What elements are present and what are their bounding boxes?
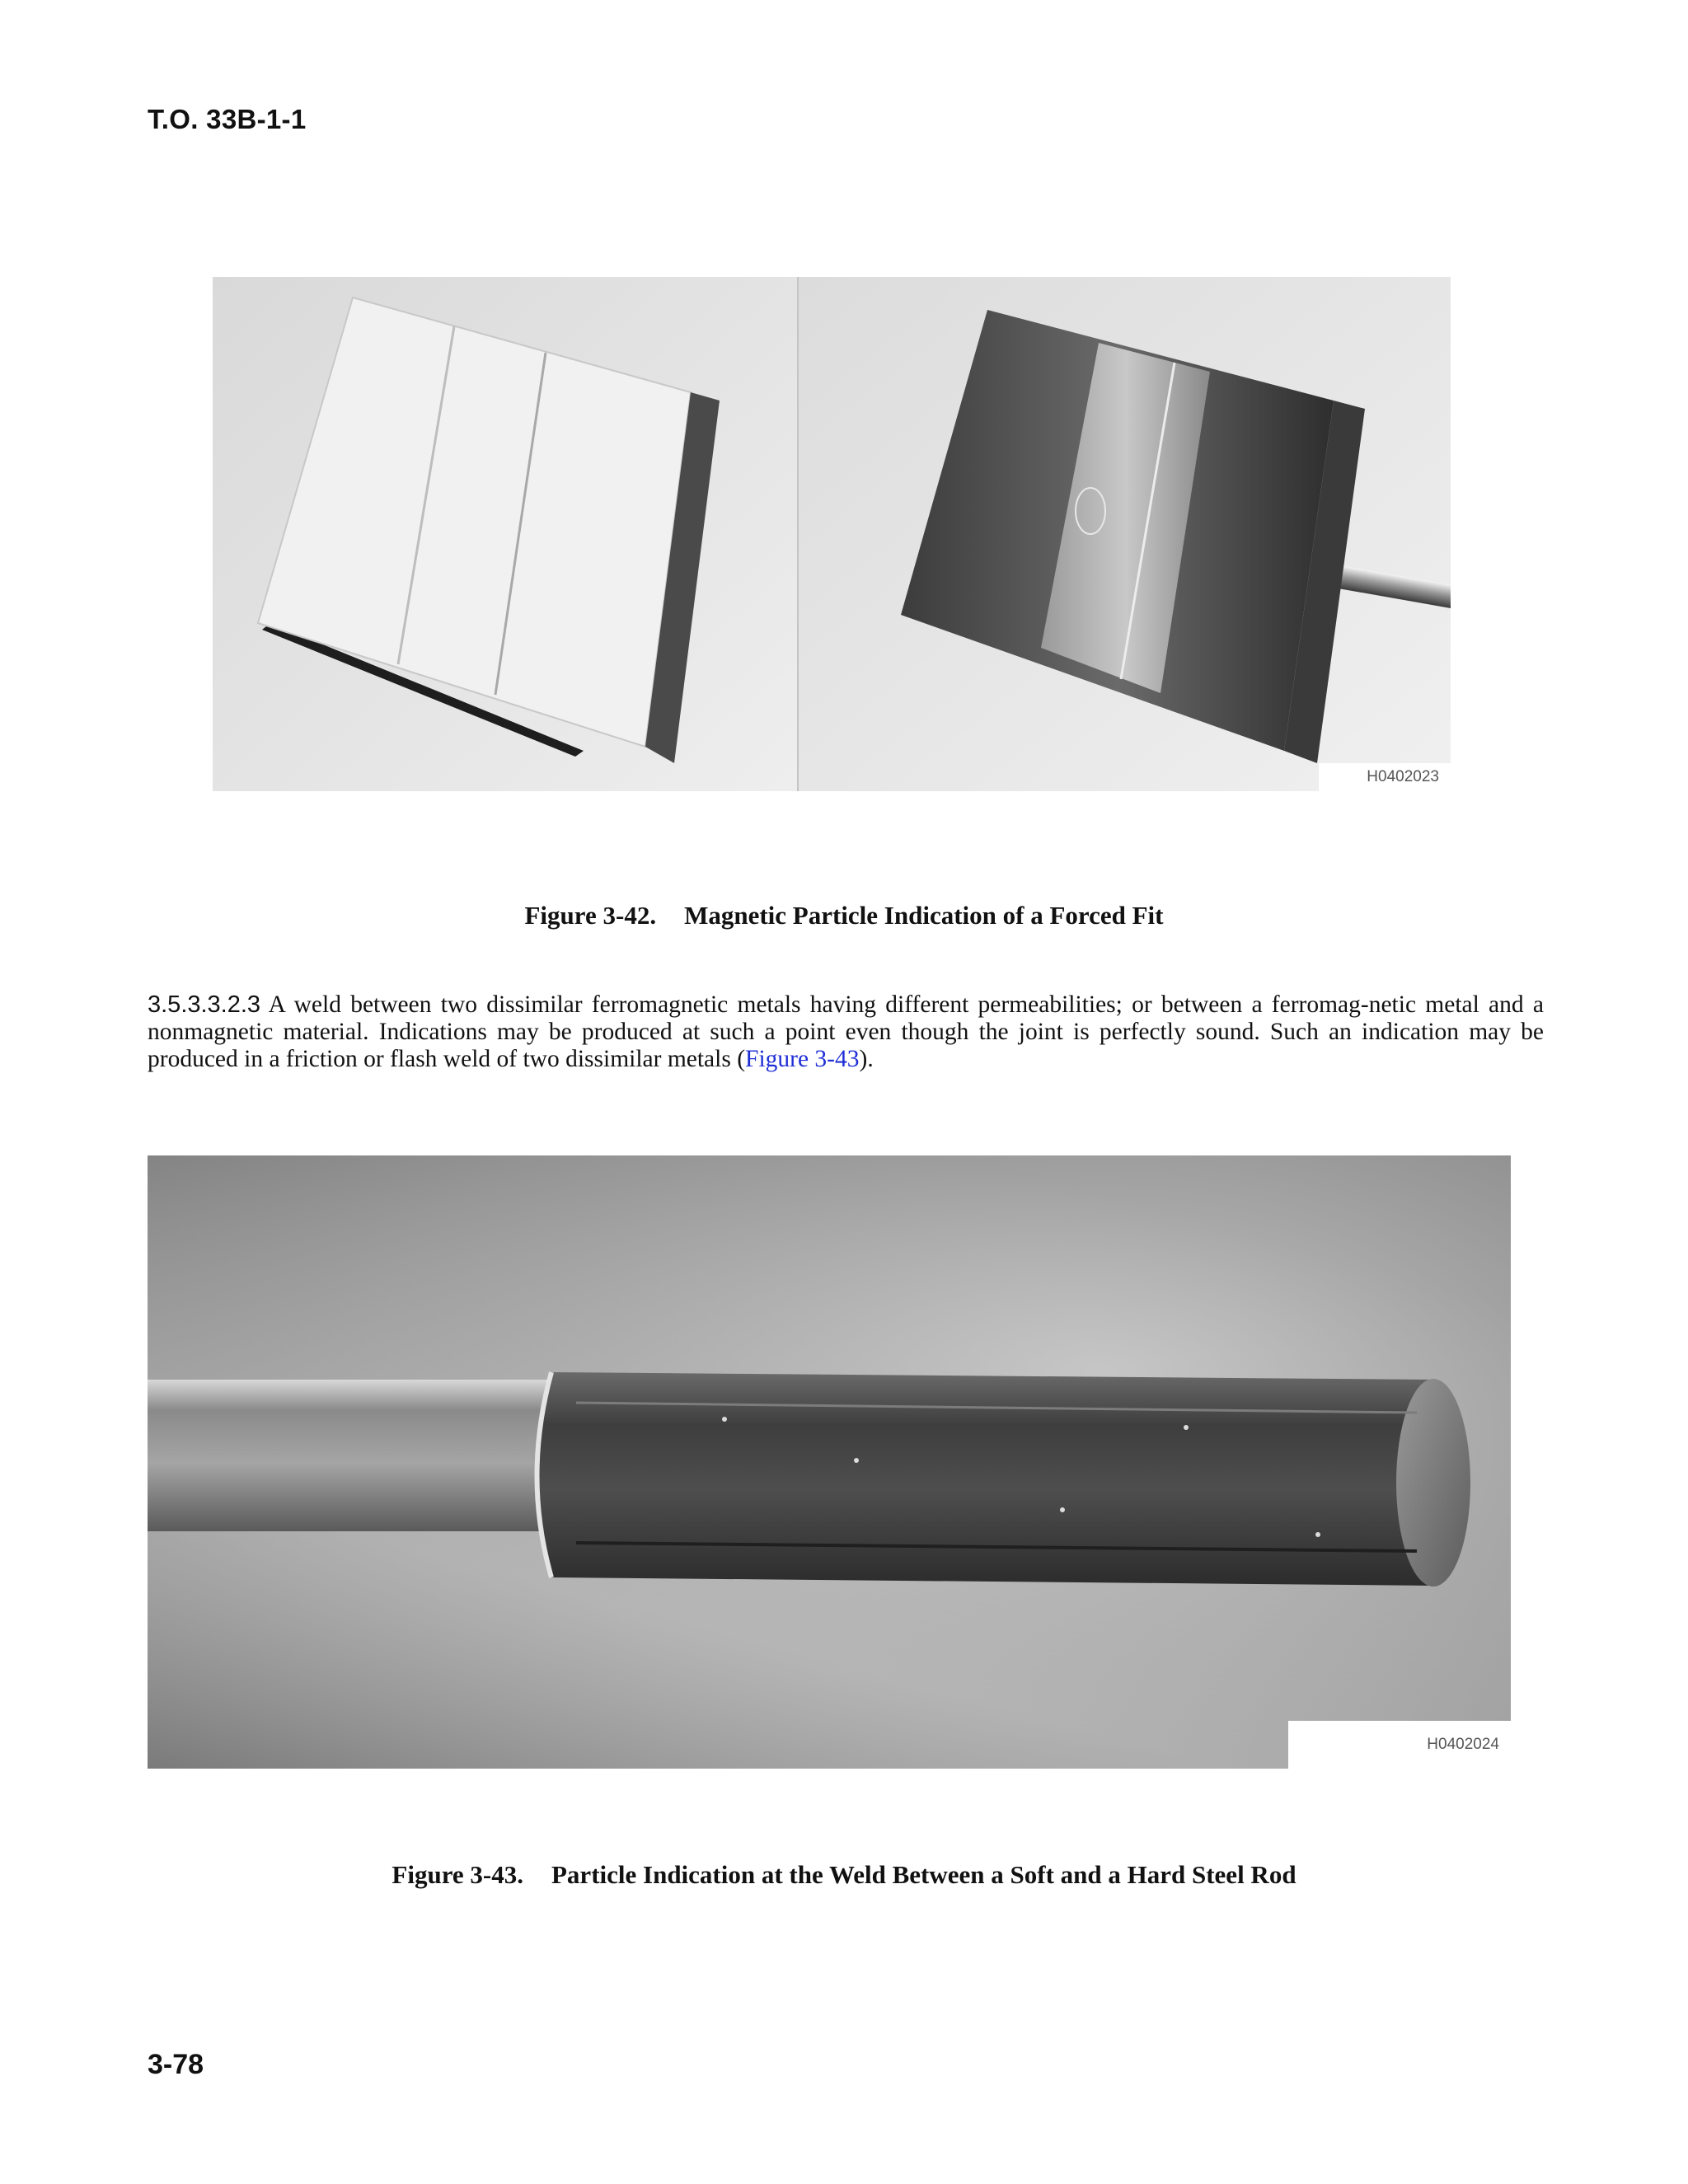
figure-3-43-photo [148,1155,1511,1769]
figure-3-42-image-id: H0402023 [1319,763,1451,791]
figure-3-42-caption-number: Figure 3-42. [524,901,657,930]
paragraph-text-end: ). [859,1046,874,1072]
figure-3-43-caption-title: Particle Indication at the Weld Between a Soft and a Hard Steel Rod [551,1860,1296,1889]
figure-3-43-link[interactable]: Figure 3-43 [745,1046,860,1072]
document-number-header: T.O. 33B-1-1 [148,104,307,134]
paragraph-text: A weld between two dissimilar ferromagnetic metals having different permeabilities; or between a ferromag-netic metal and a nonmagnetic material. Indications may be produced at such a point even though the joint is perfectly sound. Such an indication may be produced in a friction or flash weld of two dissimilar metals ( [148,991,1544,1072]
figure-3-42-photo [213,277,1451,791]
paragraph-3-5-3-3-2-3 [148,991,1544,1073]
page-number-footer: 3-78 [148,2049,204,2080]
figure-3-42-caption [0,901,1688,930]
figure-3-43-image-id: H0402024 [1288,1721,1511,1769]
figure-3-43-caption-number: Figure 3-43. [392,1860,523,1889]
figure-3-43-caption [0,1860,1688,1890]
figure-3-42-caption-title: Magnetic Particle Indication of a Forced Fit [684,901,1164,930]
paragraph-number: 3.5.3.3.2.3 [148,991,261,1018]
